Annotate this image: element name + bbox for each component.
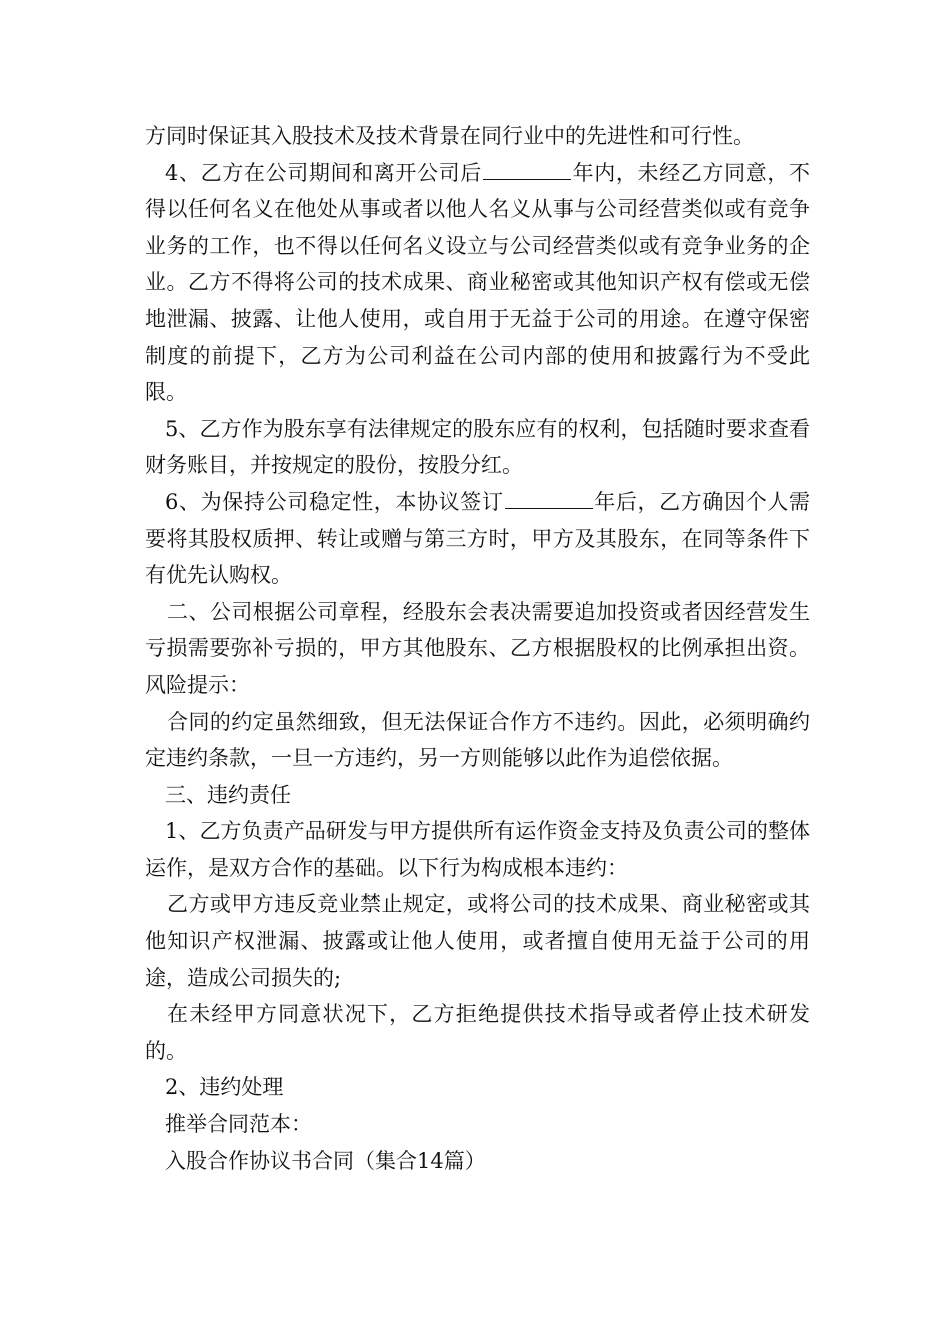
clause-4-text-before-blank: 4、乙方在公司期间和离开公司后 (165, 160, 482, 185)
paragraph-clause-4-non-compete (145, 155, 810, 411)
link-recommended-template[interactable]: 入股合作协议书合同（集合14篇） (165, 1148, 486, 1173)
paragraph-breach-item-non-compete: 乙方或甲方违反竞业禁止规定，或将公司的技术成果、商业秘密或其他知识产权泄漏、披露或让他人使用，或者擅自使用无益于公司的用途，造成公司损失的; (145, 892, 810, 990)
paragraph-clause-6-preemptive-right (145, 484, 810, 594)
paragraph-breach-clause-1: 1、乙方负责产品研发与甲方提供所有运作资金支持及负责公司的整体运作，是双方合作的基础。以下行为构成根本违约： (145, 819, 810, 880)
blank-years-field (483, 157, 571, 180)
heading-section-3-breach: 三、违约责任 (165, 782, 291, 807)
blank-years-field (505, 486, 593, 509)
paragraph-breach-item-refuse-support: 在未经甲方同意状况下，乙方拒绝提供技术指导或者停止技术研发的。 (145, 1002, 810, 1063)
paragraph-clause-5-shareholder-rights: 5、乙方作为股东享有法律规定的股东应有的权利，包括随时要求查看财务账目，并按规定的股份，按股分红。 (145, 416, 810, 478)
label-recommended-templates: 推举合同范本： (165, 1112, 312, 1137)
paragraph-section-2-additional-investment: 二、公司根据公司章程，经股东会表决需要追加投资或者因经营发生亏损需要弥补亏损的，甲方其他股东、乙方根据股权的比例承担出资。风险提示： (145, 599, 810, 697)
clause-6-text-before-blank: 6、为保持公司稳定性，本协议签订 (165, 489, 504, 514)
heading-breach-handling: 2、违约处理 (165, 1075, 284, 1100)
document-page (145, 118, 810, 1179)
paragraph-technology-guarantee: 方同时保证其入股技术及技术背景在同行业中的先进性和可行性。 (145, 124, 754, 148)
paragraph-risk-note: 合同的约定虽然细致，但无法保证合作方不违约。因此，必须明确约定违约条款，一旦一方违约，另一方则能够以此作为追偿依据。 (145, 709, 810, 771)
clause-4-text-after-blank: 年内，未经乙方同意，不得以任何名义在他处从事或者以他人名义从事与公司经营类似或有竞争业务的工作，也不得以任何名义设立与公司经营类似或有竞争业务的企业。乙方不得将公司的技术成果、商业秘密或其他知识产权有偿或无偿地泄漏、披露、让他人使用，或自用于无益于公司的用途。在遵守保密制度的前提下，乙方为公司利益在公司内部的使用和披露行为不受此限。 (145, 160, 810, 405)
clause-6-text-after-blank: 年后，乙方确因个人需要将其股权质押、转让或赠与第三方时，甲方及其股东，在同等条件下有优先认购权。 (145, 489, 810, 588)
